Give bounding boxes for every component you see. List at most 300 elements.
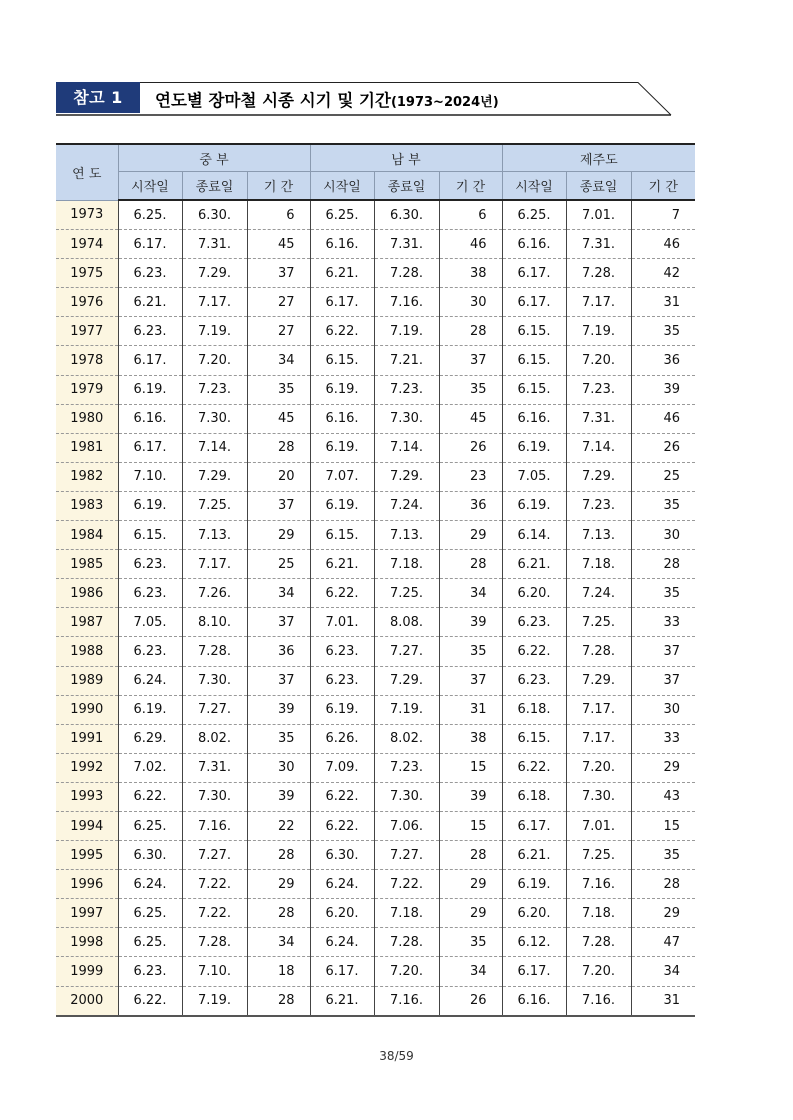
jeju-start-cell: 6.17. xyxy=(502,259,566,288)
table-row xyxy=(56,695,695,724)
jeju-end-cell: 7.17. xyxy=(566,695,631,724)
year-cell: 1975 xyxy=(56,259,118,288)
table-row xyxy=(56,259,695,288)
southern-end-cell: 7.14. xyxy=(374,433,439,462)
table-row xyxy=(56,433,695,462)
jeju-duration-cell: 33 xyxy=(631,724,695,753)
year-cell: 1979 xyxy=(56,375,118,404)
central-start-cell: 6.25. xyxy=(118,899,182,928)
southern-start-cell: 6.19. xyxy=(310,433,374,462)
central-duration-cell: 45 xyxy=(247,404,310,433)
central-start-cell: 6.19. xyxy=(118,695,182,724)
year-cell: 1974 xyxy=(56,230,118,259)
southern-duration-cell: 34 xyxy=(439,957,502,986)
southern-start-cell: 6.22. xyxy=(310,811,374,840)
jeju-end-cell: 7.29. xyxy=(566,462,631,491)
jeju-duration-cell: 39 xyxy=(631,375,695,404)
col-header-central: 중 부 xyxy=(118,144,310,172)
table-row xyxy=(56,288,695,317)
central-start-cell: 6.17. xyxy=(118,230,182,259)
southern-end-cell: 7.31. xyxy=(374,230,439,259)
southern-start-cell: 6.17. xyxy=(310,288,374,317)
southern-end-cell: 8.08. xyxy=(374,608,439,637)
col-header-southern: 남 부 xyxy=(310,144,502,172)
year-cell: 1994 xyxy=(56,811,118,840)
table-row xyxy=(56,579,695,608)
central-duration-cell: 29 xyxy=(247,521,310,550)
central-duration-cell: 20 xyxy=(247,462,310,491)
table-row xyxy=(56,811,695,840)
central-start-cell: 7.02. xyxy=(118,753,182,782)
central-duration-cell: 37 xyxy=(247,608,310,637)
table-row xyxy=(56,608,695,637)
central-start-cell: 6.23. xyxy=(118,259,182,288)
southern-end-cell: 7.27. xyxy=(374,637,439,666)
year-cell: 1993 xyxy=(56,782,118,811)
central-end-cell: 7.30. xyxy=(182,404,247,433)
jeju-end-cell: 7.14. xyxy=(566,433,631,462)
jeju-start-cell: 6.15. xyxy=(502,375,566,404)
table-row xyxy=(56,200,695,230)
central-end-cell: 7.14. xyxy=(182,433,247,462)
southern-end-cell: 7.19. xyxy=(374,317,439,346)
jeju-duration-cell: 35 xyxy=(631,841,695,870)
central-start-cell: 6.22. xyxy=(118,986,182,1016)
jeju-duration-cell: 30 xyxy=(631,695,695,724)
year-cell: 1992 xyxy=(56,753,118,782)
year-cell: 1980 xyxy=(56,404,118,433)
central-duration-cell: 27 xyxy=(247,317,310,346)
jeju-start-cell: 6.17. xyxy=(502,957,566,986)
central-start-cell: 6.17. xyxy=(118,346,182,375)
jeju-end-cell: 7.23. xyxy=(566,375,631,404)
col-header-duration: 기 간 xyxy=(439,172,502,201)
southern-start-cell: 6.21. xyxy=(310,986,374,1016)
jeju-duration-cell: 28 xyxy=(631,550,695,579)
central-start-cell: 6.19. xyxy=(118,491,182,520)
jeju-end-cell: 7.31. xyxy=(566,230,631,259)
table-row xyxy=(56,870,695,899)
southern-duration-cell: 15 xyxy=(439,753,502,782)
southern-end-cell: 7.23. xyxy=(374,753,439,782)
southern-duration-cell: 31 xyxy=(439,695,502,724)
southern-end-cell: 7.16. xyxy=(374,986,439,1016)
jeju-end-cell: 7.20. xyxy=(566,957,631,986)
southern-end-cell: 7.22. xyxy=(374,870,439,899)
southern-start-cell: 6.22. xyxy=(310,579,374,608)
central-duration-cell: 28 xyxy=(247,433,310,462)
jeju-end-cell: 7.28. xyxy=(566,928,631,957)
table-row xyxy=(56,550,695,579)
year-cell: 1984 xyxy=(56,521,118,550)
jeju-end-cell: 7.28. xyxy=(566,259,631,288)
year-cell: 1996 xyxy=(56,870,118,899)
jeju-start-cell: 6.16. xyxy=(502,986,566,1016)
central-end-cell: 7.19. xyxy=(182,986,247,1016)
central-duration-cell: 30 xyxy=(247,753,310,782)
jeju-duration-cell: 37 xyxy=(631,637,695,666)
col-header-start: 시작일 xyxy=(118,172,182,201)
central-duration-cell: 18 xyxy=(247,957,310,986)
southern-start-cell: 6.26. xyxy=(310,724,374,753)
central-start-cell: 6.23. xyxy=(118,957,182,986)
southern-duration-cell: 39 xyxy=(439,782,502,811)
southern-end-cell: 7.29. xyxy=(374,462,439,491)
table-header-row-fields xyxy=(56,172,695,201)
year-cell: 1995 xyxy=(56,841,118,870)
southern-duration-cell: 34 xyxy=(439,579,502,608)
central-end-cell: 7.20. xyxy=(182,346,247,375)
central-end-cell: 7.30. xyxy=(182,782,247,811)
southern-end-cell: 7.29. xyxy=(374,666,439,695)
central-start-cell: 6.24. xyxy=(118,870,182,899)
southern-start-cell: 6.30. xyxy=(310,841,374,870)
southern-start-cell: 6.19. xyxy=(310,375,374,404)
southern-duration-cell: 30 xyxy=(439,288,502,317)
southern-duration-cell: 29 xyxy=(439,899,502,928)
jeju-duration-cell: 35 xyxy=(631,317,695,346)
central-start-cell: 6.23. xyxy=(118,579,182,608)
page-title-range: (1973~2024년) xyxy=(390,95,499,110)
southern-end-cell: 7.18. xyxy=(374,550,439,579)
jeju-start-cell: 6.22. xyxy=(502,753,566,782)
table-row xyxy=(56,375,695,404)
central-duration-cell: 37 xyxy=(247,666,310,695)
table-row xyxy=(56,899,695,928)
southern-duration-cell: 23 xyxy=(439,462,502,491)
jeju-end-cell: 7.24. xyxy=(566,579,631,608)
jeju-start-cell: 6.18. xyxy=(502,782,566,811)
central-end-cell: 7.25. xyxy=(182,491,247,520)
jeju-duration-cell: 29 xyxy=(631,753,695,782)
table-row xyxy=(56,986,695,1016)
central-duration-cell: 34 xyxy=(247,579,310,608)
southern-end-cell: 7.06. xyxy=(374,811,439,840)
central-end-cell: 7.26. xyxy=(182,579,247,608)
jeju-start-cell: 6.19. xyxy=(502,433,566,462)
central-end-cell: 8.10. xyxy=(182,608,247,637)
southern-start-cell: 6.22. xyxy=(310,782,374,811)
central-duration-cell: 35 xyxy=(247,724,310,753)
jeju-duration-cell: 31 xyxy=(631,288,695,317)
year-cell: 1973 xyxy=(56,200,118,230)
central-duration-cell: 39 xyxy=(247,695,310,724)
southern-duration-cell: 35 xyxy=(439,928,502,957)
jeju-duration-cell: 30 xyxy=(631,521,695,550)
year-cell: 1985 xyxy=(56,550,118,579)
southern-start-cell: 6.15. xyxy=(310,521,374,550)
jeju-duration-cell: 36 xyxy=(631,346,695,375)
central-end-cell: 7.22. xyxy=(182,899,247,928)
table-row xyxy=(56,317,695,346)
year-cell: 1978 xyxy=(56,346,118,375)
table-row xyxy=(56,521,695,550)
jeju-end-cell: 7.25. xyxy=(566,841,631,870)
central-end-cell: 7.16. xyxy=(182,811,247,840)
jeju-end-cell: 7.17. xyxy=(566,724,631,753)
central-duration-cell: 27 xyxy=(247,288,310,317)
jeju-end-cell: 7.16. xyxy=(566,870,631,899)
central-start-cell: 6.29. xyxy=(118,724,182,753)
southern-duration-cell: 45 xyxy=(439,404,502,433)
central-start-cell: 6.17. xyxy=(118,433,182,462)
jeju-end-cell: 7.19. xyxy=(566,317,631,346)
central-duration-cell: 28 xyxy=(247,986,310,1016)
year-cell: 1989 xyxy=(56,666,118,695)
central-duration-cell: 45 xyxy=(247,230,310,259)
table-row xyxy=(56,753,695,782)
table-row xyxy=(56,666,695,695)
year-cell: 1987 xyxy=(56,608,118,637)
jeju-duration-cell: 37 xyxy=(631,666,695,695)
southern-start-cell: 6.24. xyxy=(310,870,374,899)
central-end-cell: 7.28. xyxy=(182,928,247,957)
southern-end-cell: 7.20. xyxy=(374,957,439,986)
year-cell: 1990 xyxy=(56,695,118,724)
southern-start-cell: 6.22. xyxy=(310,317,374,346)
jeju-duration-cell: 26 xyxy=(631,433,695,462)
table-row xyxy=(56,404,695,433)
central-duration-cell: 25 xyxy=(247,550,310,579)
central-end-cell: 7.31. xyxy=(182,230,247,259)
central-start-cell: 7.05. xyxy=(118,608,182,637)
southern-end-cell: 7.24. xyxy=(374,491,439,520)
jeju-start-cell: 6.16. xyxy=(502,404,566,433)
southern-start-cell: 6.23. xyxy=(310,637,374,666)
southern-duration-cell: 15 xyxy=(439,811,502,840)
central-duration-cell: 35 xyxy=(247,375,310,404)
central-end-cell: 7.29. xyxy=(182,462,247,491)
jeju-duration-cell: 7 xyxy=(631,200,695,230)
table-row xyxy=(56,957,695,986)
jeju-duration-cell: 28 xyxy=(631,870,695,899)
col-header-duration: 기 간 xyxy=(631,172,695,201)
central-end-cell: 7.13. xyxy=(182,521,247,550)
central-end-cell: 7.10. xyxy=(182,957,247,986)
southern-start-cell: 7.07. xyxy=(310,462,374,491)
year-cell: 2000 xyxy=(56,986,118,1016)
central-end-cell: 7.30. xyxy=(182,666,247,695)
jeju-start-cell: 6.19. xyxy=(502,491,566,520)
table-header-row-regions xyxy=(56,144,695,172)
southern-duration-cell: 28 xyxy=(439,550,502,579)
central-duration-cell: 39 xyxy=(247,782,310,811)
southern-duration-cell: 26 xyxy=(439,433,502,462)
southern-end-cell: 7.30. xyxy=(374,404,439,433)
page-number: 38/59 xyxy=(379,1049,414,1063)
southern-start-cell: 6.19. xyxy=(310,491,374,520)
southern-end-cell: 7.13. xyxy=(374,521,439,550)
table-row xyxy=(56,346,695,375)
year-cell: 1986 xyxy=(56,579,118,608)
jeju-duration-cell: 25 xyxy=(631,462,695,491)
southern-duration-cell: 28 xyxy=(439,317,502,346)
col-header-end: 종료일 xyxy=(182,172,247,201)
central-end-cell: 7.27. xyxy=(182,695,247,724)
monsoon-table xyxy=(56,143,695,1017)
jeju-end-cell: 7.13. xyxy=(566,521,631,550)
jeju-start-cell: 6.21. xyxy=(502,841,566,870)
southern-start-cell: 6.24. xyxy=(310,928,374,957)
southern-start-cell: 6.23. xyxy=(310,666,374,695)
jeju-duration-cell: 46 xyxy=(631,230,695,259)
central-end-cell: 8.02. xyxy=(182,724,247,753)
southern-end-cell: 7.19. xyxy=(374,695,439,724)
jeju-end-cell: 7.18. xyxy=(566,550,631,579)
jeju-end-cell: 7.30. xyxy=(566,782,631,811)
jeju-duration-cell: 35 xyxy=(631,491,695,520)
jeju-duration-cell: 34 xyxy=(631,957,695,986)
jeju-start-cell: 6.23. xyxy=(502,666,566,695)
year-cell: 1983 xyxy=(56,491,118,520)
central-duration-cell: 37 xyxy=(247,491,310,520)
central-end-cell: 7.17. xyxy=(182,288,247,317)
jeju-start-cell: 6.15. xyxy=(502,724,566,753)
central-end-cell: 7.23. xyxy=(182,375,247,404)
jeju-end-cell: 7.17. xyxy=(566,288,631,317)
table-row xyxy=(56,928,695,957)
jeju-duration-cell: 15 xyxy=(631,811,695,840)
central-start-cell: 6.25. xyxy=(118,811,182,840)
jeju-start-cell: 6.20. xyxy=(502,579,566,608)
central-start-cell: 6.23. xyxy=(118,550,182,579)
southern-end-cell: 7.30. xyxy=(374,782,439,811)
central-start-cell: 6.16. xyxy=(118,404,182,433)
southern-start-cell: 7.01. xyxy=(310,608,374,637)
jeju-start-cell: 6.15. xyxy=(502,346,566,375)
southern-end-cell: 7.28. xyxy=(374,928,439,957)
central-duration-cell: 6 xyxy=(247,200,310,230)
jeju-end-cell: 7.18. xyxy=(566,899,631,928)
central-duration-cell: 34 xyxy=(247,346,310,375)
southern-end-cell: 6.30. xyxy=(374,200,439,230)
southern-duration-cell: 6 xyxy=(439,200,502,230)
central-duration-cell: 28 xyxy=(247,899,310,928)
southern-start-cell: 6.16. xyxy=(310,404,374,433)
jeju-end-cell: 7.16. xyxy=(566,986,631,1016)
year-cell: 1999 xyxy=(56,957,118,986)
table-row xyxy=(56,230,695,259)
year-cell: 1998 xyxy=(56,928,118,957)
central-start-cell: 6.19. xyxy=(118,375,182,404)
central-end-cell: 7.27. xyxy=(182,841,247,870)
table-row xyxy=(56,782,695,811)
jeju-end-cell: 7.20. xyxy=(566,346,631,375)
southern-duration-cell: 28 xyxy=(439,841,502,870)
southern-end-cell: 7.21. xyxy=(374,346,439,375)
year-cell: 1991 xyxy=(56,724,118,753)
central-start-cell: 6.22. xyxy=(118,782,182,811)
year-cell: 1977 xyxy=(56,317,118,346)
southern-duration-cell: 35 xyxy=(439,375,502,404)
jeju-start-cell: 6.17. xyxy=(502,811,566,840)
central-end-cell: 7.19. xyxy=(182,317,247,346)
southern-start-cell: 6.21. xyxy=(310,259,374,288)
central-duration-cell: 36 xyxy=(247,637,310,666)
southern-duration-cell: 29 xyxy=(439,870,502,899)
col-header-jeju: 제주도 xyxy=(502,144,695,172)
central-start-cell: 6.23. xyxy=(118,317,182,346)
jeju-end-cell: 7.01. xyxy=(566,811,631,840)
col-header-year: 연 도 xyxy=(56,144,118,200)
jeju-start-cell: 6.18. xyxy=(502,695,566,724)
central-end-cell: 7.22. xyxy=(182,870,247,899)
jeju-end-cell: 7.31. xyxy=(566,404,631,433)
southern-duration-cell: 35 xyxy=(439,637,502,666)
page-title-main: 연도별 장마철 시종 시기 및 기간 xyxy=(155,91,391,110)
southern-duration-cell: 36 xyxy=(439,491,502,520)
jeju-start-cell: 7.05. xyxy=(502,462,566,491)
southern-start-cell: 6.17. xyxy=(310,957,374,986)
jeju-end-cell: 7.23. xyxy=(566,491,631,520)
central-start-cell: 6.25. xyxy=(118,200,182,230)
jeju-end-cell: 7.01. xyxy=(566,200,631,230)
jeju-duration-cell: 46 xyxy=(631,404,695,433)
southern-end-cell: 7.18. xyxy=(374,899,439,928)
southern-end-cell: 7.27. xyxy=(374,841,439,870)
central-start-cell: 6.25. xyxy=(118,928,182,957)
jeju-duration-cell: 35 xyxy=(631,579,695,608)
jeju-duration-cell: 42 xyxy=(631,259,695,288)
southern-end-cell: 7.25. xyxy=(374,579,439,608)
southern-end-cell: 7.28. xyxy=(374,259,439,288)
southern-start-cell: 6.19. xyxy=(310,695,374,724)
central-start-cell: 6.15. xyxy=(118,521,182,550)
southern-duration-cell: 29 xyxy=(439,521,502,550)
table-row xyxy=(56,724,695,753)
southern-duration-cell: 37 xyxy=(439,346,502,375)
col-header-start: 시작일 xyxy=(502,172,566,201)
jeju-end-cell: 7.29. xyxy=(566,666,631,695)
year-cell: 1997 xyxy=(56,899,118,928)
col-header-end: 종료일 xyxy=(566,172,631,201)
central-end-cell: 7.31. xyxy=(182,753,247,782)
southern-end-cell: 7.16. xyxy=(374,288,439,317)
southern-duration-cell: 38 xyxy=(439,259,502,288)
reference-tag: 참고 1 xyxy=(56,82,140,113)
jeju-duration-cell: 43 xyxy=(631,782,695,811)
jeju-start-cell: 6.21. xyxy=(502,550,566,579)
page-title xyxy=(155,87,499,111)
jeju-duration-cell: 47 xyxy=(631,928,695,957)
jeju-start-cell: 6.17. xyxy=(502,288,566,317)
jeju-start-cell: 6.12. xyxy=(502,928,566,957)
central-duration-cell: 34 xyxy=(247,928,310,957)
southern-start-cell: 6.16. xyxy=(310,230,374,259)
central-start-cell: 7.10. xyxy=(118,462,182,491)
central-duration-cell: 28 xyxy=(247,841,310,870)
central-duration-cell: 37 xyxy=(247,259,310,288)
jeju-start-cell: 6.22. xyxy=(502,637,566,666)
jeju-end-cell: 7.20. xyxy=(566,753,631,782)
central-end-cell: 7.29. xyxy=(182,259,247,288)
table-row xyxy=(56,491,695,520)
central-end-cell: 7.28. xyxy=(182,637,247,666)
table-row xyxy=(56,637,695,666)
year-cell: 1976 xyxy=(56,288,118,317)
year-cell: 1982 xyxy=(56,462,118,491)
southern-start-cell: 6.20. xyxy=(310,899,374,928)
southern-duration-cell: 46 xyxy=(439,230,502,259)
year-cell: 1988 xyxy=(56,637,118,666)
jeju-duration-cell: 33 xyxy=(631,608,695,637)
central-start-cell: 6.23. xyxy=(118,637,182,666)
southern-duration-cell: 37 xyxy=(439,666,502,695)
jeju-start-cell: 6.23. xyxy=(502,608,566,637)
table-row xyxy=(56,462,695,491)
table-row xyxy=(56,841,695,870)
central-start-cell: 6.30. xyxy=(118,841,182,870)
